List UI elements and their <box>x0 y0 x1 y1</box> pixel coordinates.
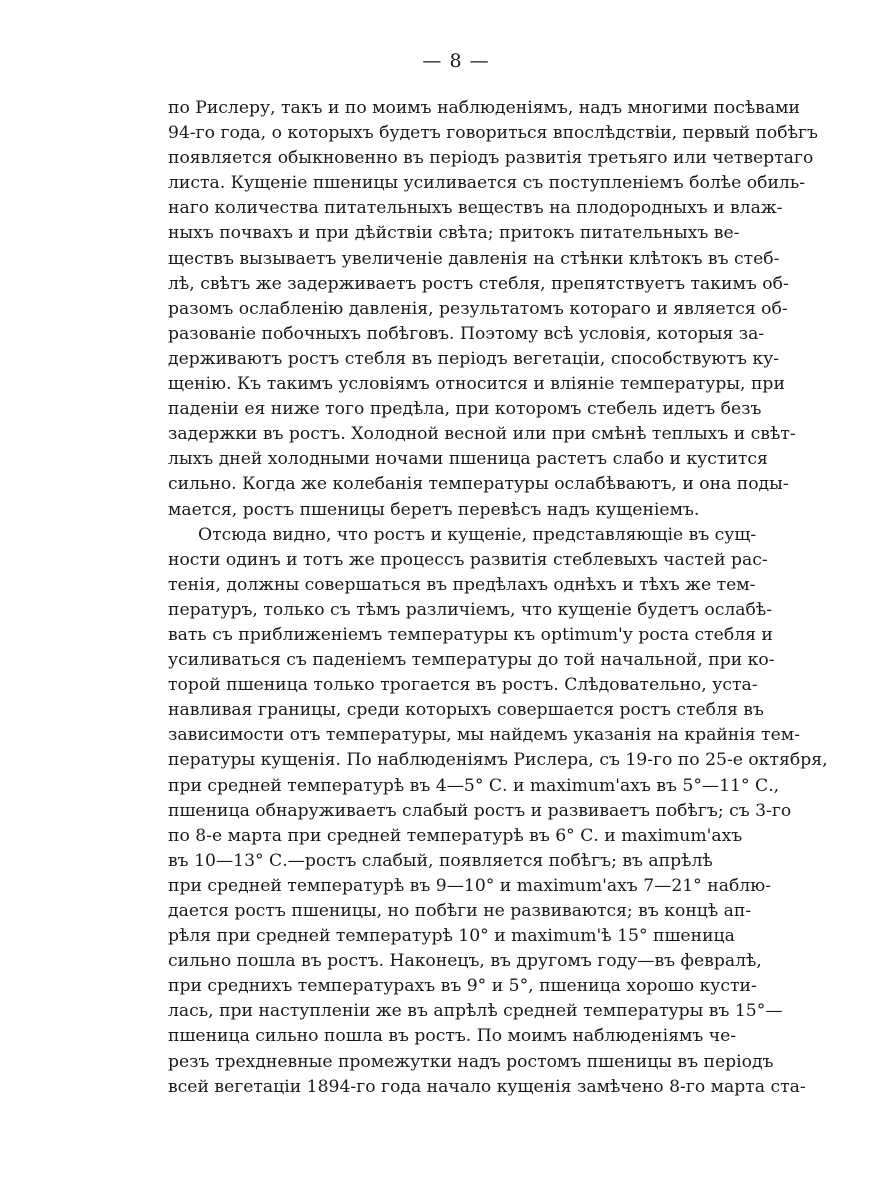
text-line: щенію. Къ такимъ условіямъ относится и вліяніе температуры, при <box>168 374 785 395</box>
text-line: лѣ, свѣтъ же задерживаетъ ростъ стебля, препятствуетъ такимъ об- <box>168 273 789 294</box>
text-line: ныхъ почвахъ и при дѣйствіи свѣта; притокъ питательныхъ ве- <box>168 223 740 244</box>
text-line: паденіи ея ниже того предѣла, при которомъ стебель идетъ безъ <box>168 399 762 420</box>
text-line: пературъ, только съ тѣмъ различіемъ, что кущеніе будетъ ослабѣ- <box>168 599 773 620</box>
text-line: наго количества питательныхъ веществъ на плодородныхъ и влаж- <box>168 198 783 219</box>
paragraph-last-line: мается, ростъ пшеницы беретъ перевѣсъ надъ кущеніемъ. <box>168 499 700 520</box>
page-number: — 8 — <box>422 50 490 72</box>
text-line: дается ростъ пшеницы, но побѣги не развиваются; въ концѣ ап- <box>168 901 752 921</box>
text-line: при средней температурѣ въ 9—10° и maximum'ахъ 7—21° наблю- <box>168 875 771 896</box>
text-line: вать съ приближеніемъ температуры къ optimum'у роста стебля и <box>168 624 773 645</box>
text-line: при средней температурѣ въ 4—5° С. и maximum'ахъ въ 5°—11° С., <box>168 775 780 796</box>
text-line: лыхъ дней холодными ночами пшеница растетъ слабо и кустится <box>168 449 768 470</box>
text-line: при среднихъ температурахъ въ 9° и 5°, пшеница хорошо кусти- <box>168 976 757 997</box>
text-line: резъ трехдневные промежутки надъ ростомъ пшеницы въ періодъ <box>168 1051 774 1072</box>
text-line: разомъ ослабленію давленія, результатомъ котораго и является об- <box>168 298 788 319</box>
text-line: тенія, должны совершаться въ предѣлахъ однѣхъ и тѣхъ же тем- <box>168 574 756 595</box>
body-text <box>168 96 828 1100</box>
text-line: задержки въ ростъ. Холодной весной или при смѣнѣ теплыхъ и свѣт- <box>168 424 796 445</box>
text-line: 94-го года, о которыхъ будетъ говориться впослѣдствіи, первый побѣгъ <box>168 123 818 144</box>
text-line: зависимости отъ температуры, мы найдемъ указанія на крайнія тем- <box>168 725 800 746</box>
text-line: пшеница обнаруживаетъ слабый ростъ и развиваетъ побѣгъ; съ 3-го <box>168 800 792 821</box>
text-line: листа. Кущеніе пшеницы усиливается съ поступленіемъ болѣе обиль- <box>168 173 806 194</box>
text-line: рѣля при средней температурѣ 10° и maximum'ѣ 15° пшеница <box>168 926 735 947</box>
text-line: по Рислеру, такъ и по моимъ наблюденіямъ, надъ многими посѣвами <box>168 98 800 118</box>
text-line: пшеница сильно пошла въ ростъ. По моимъ наблюденіямъ че- <box>168 1026 737 1047</box>
text-line: навливая границы, среди которыхъ совершается ростъ стебля въ <box>168 700 764 721</box>
text-line: усиливаться съ паденіемъ температуры до той начальной, при ко- <box>168 650 775 671</box>
paragraph-first-line: Отсюда видно, что ростъ и кущеніе, представляющіе въ сущ- <box>198 524 757 545</box>
text-line: появляется обыкновенно въ періодъ развитія третьяго или четвертаго <box>168 148 814 169</box>
text-line: торой пшеница только трогается въ ростъ. Слѣдовательно, уста- <box>168 675 758 696</box>
text-line: по 8-е марта при средней температурѣ въ 6° С. и maximum'ахъ <box>168 825 743 846</box>
text-line: всей вегетаціи 1894-го года начало кущенія замѣчено 8-го марта ста- <box>168 1076 806 1097</box>
text-line: ществъ вызываетъ увеличеніе давленія на стѣнки клѣтокъ въ стеб- <box>168 248 780 269</box>
text-line: разованіе побочныхъ побѣговъ. Поэтому всѣ условія, которыя за- <box>168 323 765 344</box>
text-line: въ 10—13° С.—ростъ слабый, появляется побѣгъ; въ апрѣлѣ <box>168 850 713 871</box>
text-line: сильно. Когда же колебанія температуры ослабѣваютъ, и она поды- <box>168 474 789 495</box>
text-line: лась, при наступленіи же въ апрѣлѣ средней температуры въ 15°— <box>168 1001 783 1022</box>
text-line: пературы кущенія. По наблюденіямъ Рислера, съ 19-го по 25-е октября, <box>168 750 828 771</box>
text-line: сильно пошла въ ростъ. Наконецъ, въ другомъ году—въ февралѣ, <box>168 951 762 972</box>
text-line: держиваютъ ростъ стебля въ періодъ вегетаціи, способствуютъ ку- <box>168 348 780 369</box>
text-line: ности одинъ и тотъ же процессъ развитія стеблевыхъ частей рас- <box>168 549 768 570</box>
